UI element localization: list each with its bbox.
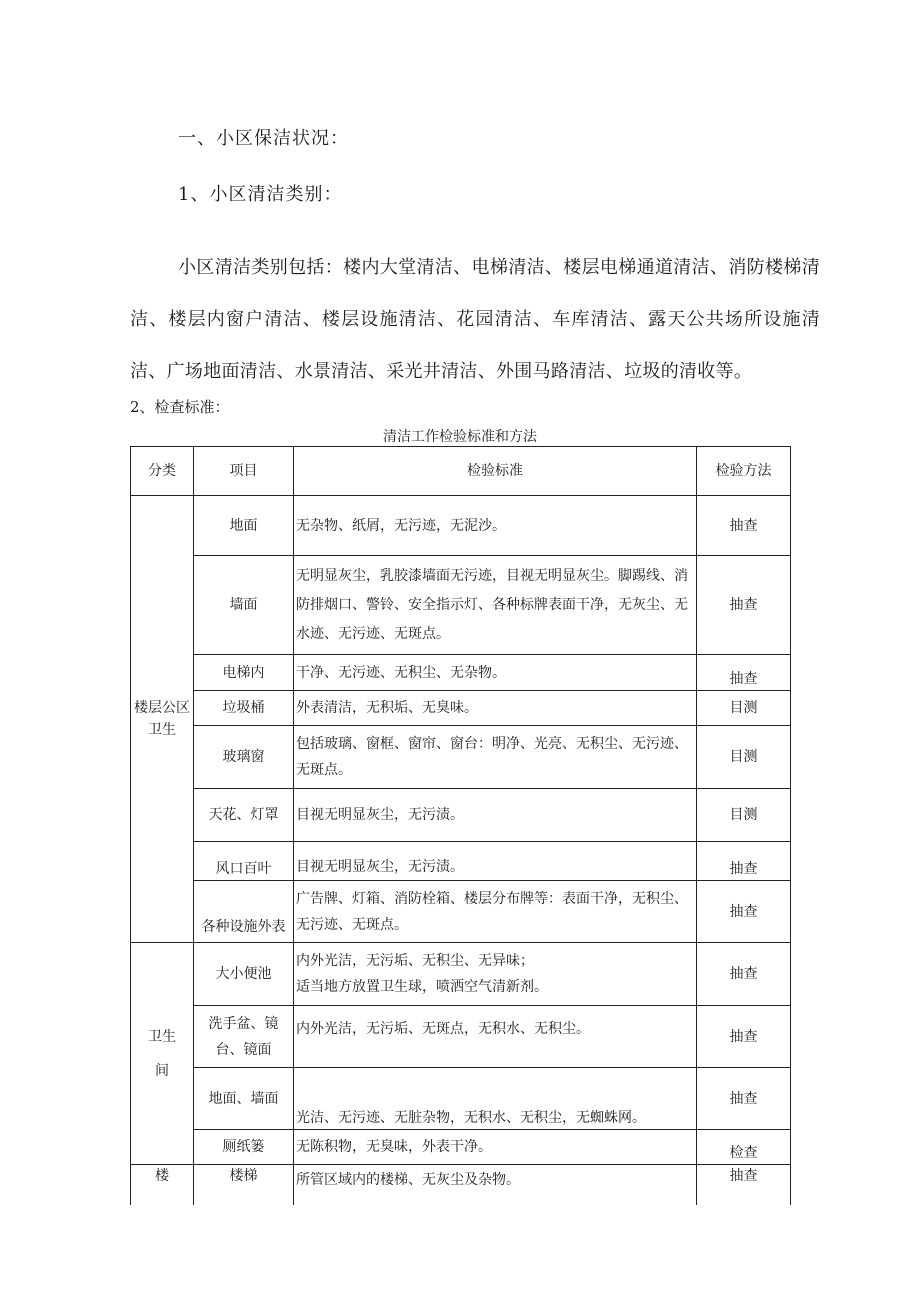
row-standard: 外表清洁，无积垢、无臭味。 — [294, 691, 697, 726]
row-method: 检查 — [697, 1130, 791, 1165]
row-standard: 包括玻璃、窗框、窗帘、窗台：明净、光亮、无积尘、无污迹、无斑点。 — [294, 726, 697, 789]
header-category: 分类 — [131, 447, 194, 496]
row-method: 目测 — [697, 726, 791, 789]
group-stairs: 楼 — [131, 1165, 194, 1205]
row-standard: 所管区域内的楼梯、无灰尘及杂物。 — [294, 1165, 697, 1205]
table-row — [131, 1006, 791, 1068]
table-row — [131, 789, 791, 842]
section-heading-3: 2、检查标准： — [130, 398, 230, 416]
group-floor-public: 楼层公区卫生 — [131, 496, 194, 943]
row-standard: 无明显灰尘，乳胶漆墙面无污迹，目视无明显灰尘。脚踢线、消防排烟口、警铃、安全指示灯、各种标牌表面干净，无灰尘、无水迹、无污迹、无斑点。 — [294, 556, 697, 655]
table-row — [131, 1130, 791, 1165]
row-method: 抽查 — [697, 842, 791, 881]
row-item: 风口百叶 — [194, 842, 294, 881]
row-item: 垃圾桶 — [194, 691, 294, 726]
row-standard: 无杂物、纸屑，无污迹，无泥沙。 — [294, 496, 697, 556]
inspection-standards-table — [130, 446, 791, 1205]
row-item: 天花、灯罩 — [194, 789, 294, 842]
section-heading-1: 一、小区保洁状况： — [178, 128, 349, 149]
row-item: 各种设施外表 — [194, 881, 294, 943]
row-standard-multiline — [294, 943, 697, 1006]
row-standard: 广告牌、灯箱、消防栓箱、楼层分布牌等：表面干净，无积尘、无污迹、无斑点。 — [294, 881, 697, 943]
row-standard: 干净、无污迹、无积尘、无杂物。 — [294, 655, 697, 691]
section-heading-2: 1、小区清洁类别： — [178, 184, 343, 205]
row-method: 抽查 — [697, 1006, 791, 1068]
group-restroom: 卫生间 — [131, 943, 194, 1165]
row-method: 抽查 — [697, 881, 791, 943]
row-method: 抽查 — [697, 943, 791, 1006]
row-item: 墙面 — [194, 556, 294, 655]
table-row — [131, 556, 791, 655]
table-row — [131, 1165, 791, 1205]
row-item: 地面、墙面 — [194, 1068, 294, 1130]
row-item: 厕纸篓 — [194, 1130, 294, 1165]
header-method: 检验方法 — [697, 447, 791, 496]
row-method: 抽查 — [697, 496, 791, 556]
table-row — [131, 496, 791, 556]
table-row — [131, 655, 791, 691]
row-standard: 内外光洁，无污垢、无斑点，无积水、无积尘。 — [294, 1006, 697, 1068]
row-standard: 光洁、无污迹、无脏杂物，无积水、无积尘，无蜘蛛网。 — [294, 1068, 697, 1130]
row-item: 洗手盆、镜台、镜面 — [194, 1006, 294, 1068]
table-caption: 清洁工作检验标准和方法 — [383, 429, 537, 445]
table-row — [131, 842, 791, 881]
table-row — [131, 691, 791, 726]
row-standard: 目视无明显灰尘，无污渍。 — [294, 789, 697, 842]
row-method: 目测 — [697, 691, 791, 726]
row-item: 大小便池 — [194, 943, 294, 1006]
row-method: 抽查 — [697, 655, 791, 691]
row-standard: 无陈积物，无臭味，外表干净。 — [294, 1130, 697, 1165]
row-method: 目测 — [697, 789, 791, 842]
row-item: 玻璃窗 — [194, 726, 294, 789]
table-row — [131, 726, 791, 789]
row-method: 抽查 — [697, 556, 791, 655]
row-item: 楼梯 — [194, 1165, 294, 1205]
row-item: 地面 — [194, 496, 294, 556]
row-standard-line2: 适当地方放置卫生球，喷洒空气清新剂。 — [296, 979, 548, 995]
row-standard: 目视无明显灰尘，无污渍。 — [294, 842, 697, 881]
table-row — [131, 1068, 791, 1130]
table-row — [131, 943, 791, 1006]
row-method: 抽查 — [697, 1165, 791, 1205]
table-header-row — [131, 447, 791, 496]
row-item: 电梯内 — [194, 655, 294, 691]
row-method: 抽查 — [697, 1068, 791, 1130]
row-standard: 内外光洁，无污垢、无积尘、无异味； — [296, 953, 534, 969]
table-row — [131, 881, 791, 943]
header-standard: 检验标准 — [294, 447, 697, 496]
cleaning-categories-paragraph: 小区清洁类别包括：楼内大堂清洁、电梯清洁、楼层电梯通道清洁、消防楼梯清洁、楼层内窗户清洁、楼层设施清洁、花园清洁、车库清洁、露天公共场所设施清洁、广场地面清洁、水景清洁、采光井清洁、外围马路清洁、垃圾的清收等。 — [130, 257, 820, 382]
header-item: 项目 — [194, 447, 294, 496]
